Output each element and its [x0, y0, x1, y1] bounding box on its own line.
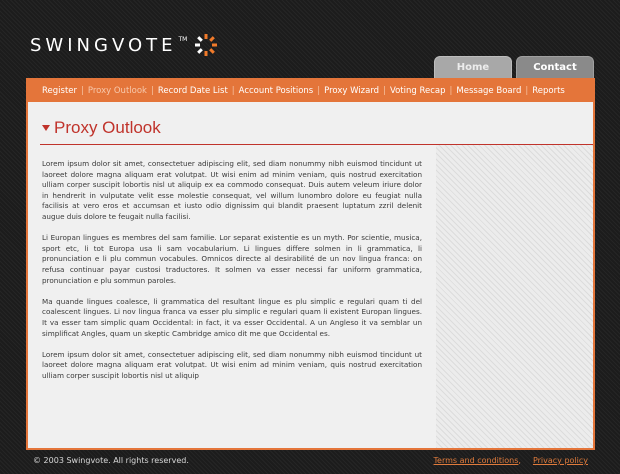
nav-item-record-date-list[interactable]: Record Date List — [157, 86, 228, 96]
copyright-notice: © 2003 Swingvote. All rights reserved. — [33, 456, 189, 465]
main-frame — [26, 78, 595, 450]
sidebar-panel — [436, 144, 593, 448]
nav-separator: | — [231, 86, 235, 96]
nav-item-reports[interactable]: Reports — [532, 86, 565, 96]
nav-separator: | — [150, 86, 154, 96]
nav-separator: | — [383, 86, 386, 96]
privacy-link[interactable]: Privacy policy — [532, 456, 588, 465]
nav-item-account-positions[interactable]: Account Positions — [238, 86, 314, 96]
paragraph: Li Europan lingues es membres del sam familie. Lor separat existentie es un myth. Por scientie, musica, sport etc, li tot Europa usa li sam vocabularium. Li lingues differe solmen in li grammatica, li pronunciation e li plu commun vocabules. Omnicos directe al desirabilité de un nov lingua franca: on refusa continuar payar custosi traductores. It solmen va esser necessi far uniform grammatica, pronunciation e plu sommun paroles. — [42, 233, 422, 285]
footer-links — [434, 456, 588, 465]
nav-item-register[interactable]: Register — [42, 86, 77, 96]
nav-item-proxy-wizard[interactable]: Proxy Wizard — [324, 86, 380, 96]
page-heading — [42, 118, 161, 138]
trademark-mark: TM — [178, 35, 188, 43]
nav-separator: | — [449, 86, 453, 96]
brand-name: SWINGVOTE — [30, 34, 177, 56]
terms-link[interactable]: Terms and conditions — [433, 456, 519, 465]
heading-divider — [40, 144, 593, 145]
nav-separator: | — [81, 86, 84, 96]
footer-link-separator: , — [518, 456, 521, 465]
article-body — [42, 159, 422, 392]
page-title: Proxy Outlook — [54, 118, 161, 137]
triangle-down-icon — [42, 125, 50, 131]
content-panel — [28, 102, 593, 448]
nav-item-voting-recap[interactable]: Voting Recap — [389, 86, 446, 96]
paragraph: Lorem ipsum dolor sit amet, consectetuer adipiscing elit, sed diam nonummy nibh euismod tincidunt ut laoreet dolore magna aliquam erat volutpat. Ut wisi enim ad minim veniam, quis nostrud exercitation ulliam corper suscipit lobortis nisl ut aliquip ex ea commodo consequat. Duis autem veleum iriure dolor in hendrerit in vulputate velit esse molestie consequat, vel willum lunombro dolore eu feugiat nulla facilisis at vero eros et accumsan et iusto odio dignissim qui blandit praesent luptatum zzril delenit augue duis dolore te feugait nulla facilisi. — [42, 159, 422, 221]
tab-home[interactable]: Home — [434, 56, 512, 78]
nav-separator: | — [525, 86, 529, 96]
nav-item-message-board[interactable]: Message Board — [456, 86, 522, 96]
section-nav — [28, 80, 593, 102]
nav-item-proxy-outlook[interactable]: Proxy Outlook — [87, 86, 147, 96]
paragraph: Ma quande lingues coalesce, li grammatica del resultant lingue es plu simplic e regulari quam ti del coalescent lingues. Li nov lingua franca va esser plu simplic e regulari quam li existent Europan lingues. It va esser tam simplic quam Occidental: in fact, it va esser Occidental. A un Angleso it va semblar un simplificat Angles, quam un skeptic Cambridge amico dit me que Occidental es. — [42, 296, 422, 338]
starburst-logo-icon — [193, 32, 219, 58]
tab-contact[interactable]: Contact — [516, 56, 594, 78]
paragraph: Lorem ipsum dolor sit amet, consectetuer adipiscing elit, sed diam nonummy nibh euismod tincidunt ut laoreet dolore magna aliquam erat volutpat. Ut wisi enim ad minim veniam, quis nostrud exercitation ulliam corper suscipit lobortis nisl ut aliquip — [42, 349, 422, 380]
nav-separator: | — [317, 86, 321, 96]
brand-logo[interactable] — [30, 32, 219, 58]
